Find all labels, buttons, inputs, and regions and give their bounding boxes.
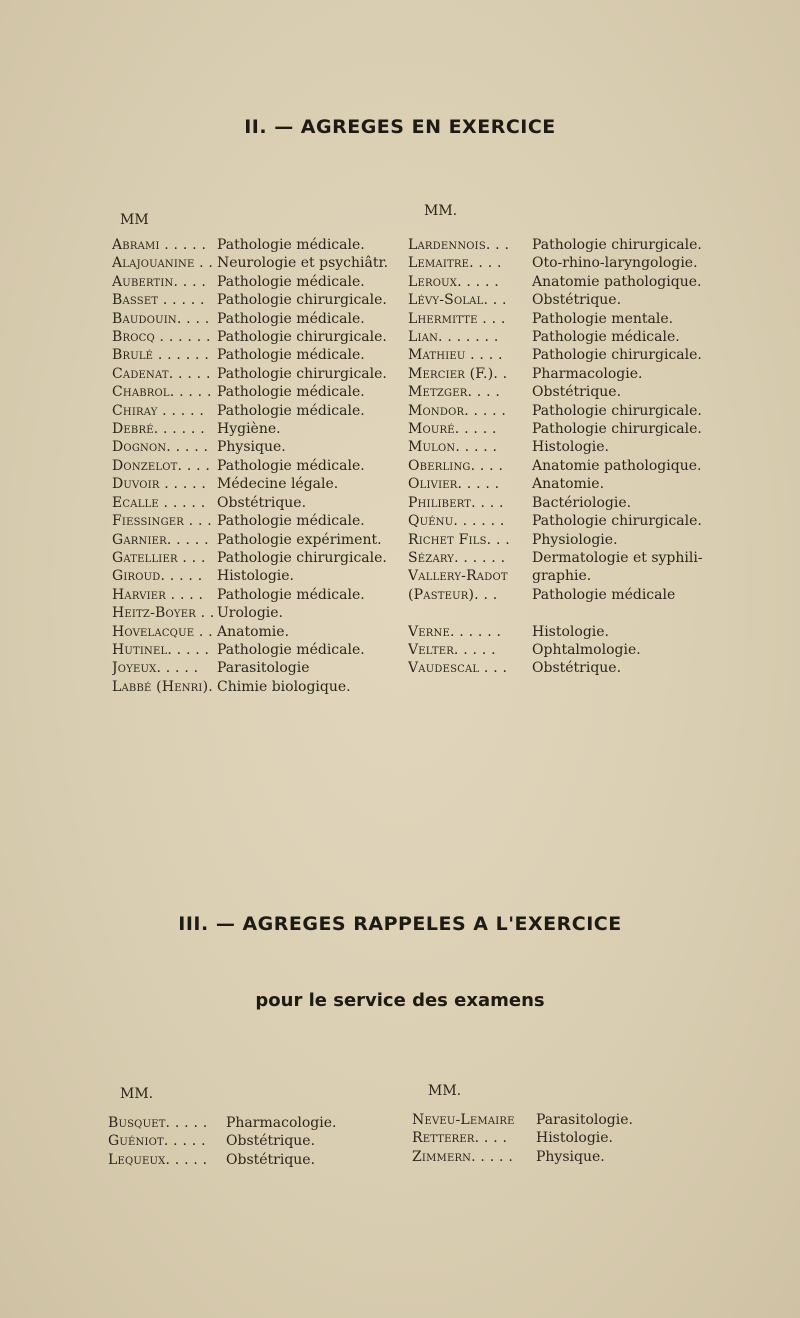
- entry-row: [112, 623, 388, 641]
- entry-name: Labbé (Henri).: [112, 678, 213, 695]
- entry-row: [408, 254, 703, 272]
- entry-name: Basset . . . . .: [112, 292, 205, 309]
- entry-row: [112, 402, 388, 420]
- entry-row: [112, 420, 388, 438]
- entry-specialty: Histologie.: [532, 623, 610, 640]
- entry-name: Hutinel. . . . .: [112, 641, 210, 658]
- entry-row: [408, 659, 703, 677]
- entry-name: Heitz-Boyer . .: [112, 605, 215, 622]
- entry-name: Zimmern. . . . .: [412, 1148, 513, 1165]
- entry-specialty: graphie.: [532, 568, 592, 585]
- entry-row: [408, 438, 703, 456]
- entry-name: Brulé . . . . . .: [112, 347, 209, 364]
- entry-row: [408, 310, 703, 328]
- entry-name: Dognon. . . . .: [112, 439, 209, 456]
- entry-row: [108, 1114, 336, 1132]
- entry-row: [112, 549, 388, 567]
- entry-name: Gatellier . . .: [112, 549, 206, 566]
- entry-specialty: Pharmacologie.: [226, 1115, 337, 1131]
- entry-name: Vallery-Radot: [408, 568, 508, 585]
- section-3-right-header: MM.: [428, 1083, 462, 1099]
- entry-name: Neveu-Lemaire: [412, 1112, 515, 1128]
- entry-row: [408, 475, 703, 493]
- entry-specialty: Pathologie médicale.: [217, 402, 365, 419]
- entry-name: Mondor. . . . .: [408, 402, 507, 419]
- entry-row: [408, 291, 703, 309]
- entry-row: [408, 586, 703, 604]
- entry-specialty: Pathologie médicale.: [217, 237, 365, 253]
- entry-specialty: Pathologie chirurgicale.: [217, 329, 387, 346]
- entry-specialty: Pathologie médicale.: [217, 347, 365, 364]
- entry-name: Lian. . . . . . .: [408, 329, 499, 346]
- entry-name: Philibert. . . .: [408, 494, 504, 511]
- entry-specialty: Anatomie pathologique.: [532, 273, 702, 290]
- entry-specialty: Pathologie mentale.: [532, 310, 674, 327]
- entry-row: [408, 273, 703, 291]
- entry-specialty: Parasitologie: [217, 660, 310, 677]
- entry-name: Olivier. . . . .: [408, 476, 500, 493]
- entry-specialty: Physiologie.: [532, 531, 618, 548]
- entry-specialty: Pathologie chirurgicale.: [532, 402, 702, 419]
- entry-row: [112, 346, 388, 364]
- entry-name: Lévy-Solal. . .: [408, 292, 507, 309]
- entry-name: Velter. . . . .: [408, 641, 496, 658]
- entry-specialty: Anatomie.: [532, 476, 605, 493]
- entry-specialty: Pathologie médicale: [532, 586, 676, 603]
- entry-name: Alajouanine . .: [112, 255, 214, 272]
- left-column-header: MM: [120, 212, 149, 228]
- entry-row: [112, 475, 388, 493]
- entry-row: [408, 531, 703, 549]
- entry-specialty: Dermatologie et syphili-: [532, 549, 703, 566]
- entry-specialty: Pathologie médicale.: [217, 457, 365, 474]
- entry-row: [112, 567, 388, 585]
- entry-specialty: Pathologie médicale.: [217, 586, 365, 603]
- entry-specialty: Ophtalmologie.: [532, 641, 641, 658]
- entry-name: Vaudescal . . .: [408, 660, 508, 677]
- entry-row: [112, 310, 388, 328]
- entry-specialty: Anatomie.: [217, 623, 290, 640]
- entry-specialty: Pathologie chirurgicale.: [532, 421, 702, 438]
- entry-row: [408, 328, 703, 346]
- entry-name: Leroux. . . . .: [408, 273, 499, 290]
- entry-specialty: Parasitologie.: [536, 1112, 633, 1128]
- entry-row: [408, 512, 703, 530]
- entry-name: Lequeux. . . . .: [108, 1151, 208, 1168]
- entry-specialty: Obstétrique.: [226, 1151, 316, 1168]
- entry-name: [408, 604, 532, 622]
- entry-specialty: Pharmacologie.: [532, 365, 643, 382]
- entry-specialty: Pathologie médicale.: [217, 384, 365, 401]
- entry-specialty: Histologie.: [532, 439, 610, 456]
- entry-specialty: Obstétrique.: [217, 494, 307, 511]
- entry-specialty: Pathologie chirurgicale.: [532, 513, 702, 530]
- entry-name: Giroud. . . . .: [112, 568, 203, 585]
- entry-name: Lhermitte . . .: [408, 310, 506, 327]
- entry-specialty: Physique.: [217, 439, 286, 456]
- entry-row: [112, 438, 388, 456]
- entry-row: [408, 346, 703, 364]
- entry-name: Mulon. . . . .: [408, 439, 498, 456]
- entry-specialty: Pathologie médicale.: [532, 329, 680, 346]
- entry-name: Guéniot. . . . .: [108, 1133, 206, 1150]
- entry-row: [408, 383, 703, 401]
- entry-specialty: Médecine légale.: [217, 476, 339, 493]
- entry-row: [112, 383, 388, 401]
- entry-specialty: Pathologie médicale.: [217, 513, 365, 530]
- entry-name: Metzger. . . .: [408, 384, 501, 401]
- entry-row: [112, 586, 388, 604]
- entry-row: [408, 236, 703, 254]
- entry-row: [112, 291, 388, 309]
- entry-specialty: Obstétrique.: [532, 660, 622, 677]
- entry-specialty: Anatomie pathologique.: [532, 457, 702, 474]
- entry-row: [108, 1132, 336, 1150]
- section-2-left-column: [112, 236, 388, 696]
- entry-row: [112, 273, 388, 291]
- entry-name: Retterer. . . .: [412, 1130, 508, 1147]
- entry-name: Aubertin. . . .: [112, 273, 207, 290]
- section-3-title: III. — AGREGES RAPPELES A L'EXERCICE: [178, 913, 622, 935]
- entry-row: [112, 659, 388, 677]
- entry-name: Chiray . . . . .: [112, 402, 205, 419]
- entry-name: Busquet. . . . .: [108, 1115, 208, 1131]
- entry-row: [112, 494, 388, 512]
- section-3-subtitle: pour le service des examens: [255, 990, 545, 1011]
- entry-specialty: Histologie.: [217, 568, 295, 585]
- entry-specialty: Pathologie chirurgicale.: [217, 292, 387, 309]
- entry-name: Harvier . . . .: [112, 586, 204, 603]
- entry-row: [408, 365, 703, 383]
- entry-row: [408, 641, 703, 659]
- entry-row: [112, 641, 388, 659]
- entry-name: Baudouin. . . .: [112, 310, 210, 327]
- right-column-header: MM.: [424, 203, 458, 219]
- entry-name: Lardennois. . .: [408, 237, 510, 253]
- entry-row: [112, 457, 388, 475]
- entry-specialty: Pathologie médicale.: [217, 641, 365, 658]
- entry-name: Fiessinger . . .: [112, 513, 212, 530]
- entry-name: (Pasteur). . .: [408, 586, 498, 603]
- entry-row: [412, 1148, 633, 1166]
- entry-name: Chabrol. . . . .: [112, 384, 212, 401]
- entry-name: Brocq . . . . . .: [112, 329, 211, 346]
- entry-name: Richet Fils. . .: [408, 531, 510, 548]
- entry-specialty: Pathologie chirurgicale.: [532, 237, 702, 253]
- entry-specialty: Oto-rhino-laryngologie.: [532, 255, 698, 272]
- entry-name: Quénu. . . . . .: [408, 513, 505, 530]
- entry-row: [112, 604, 388, 622]
- entry-specialty: Obstétrique.: [226, 1133, 316, 1150]
- entry-row: [112, 678, 388, 696]
- section-3-left-column: [108, 1114, 336, 1169]
- section-2-right-column: [408, 236, 703, 678]
- entry-name: Lemaitre. . . .: [408, 255, 502, 272]
- entry-specialty: Histologie.: [536, 1130, 614, 1147]
- entry-specialty: Pathologie médicale.: [217, 310, 365, 327]
- entry-specialty: Obstétrique.: [532, 384, 622, 401]
- entry-row: [108, 1151, 336, 1169]
- entry-name: Duvoir . . . . .: [112, 476, 207, 493]
- entry-row: [112, 236, 388, 254]
- entry-name: Sézary. . . . . .: [408, 549, 506, 566]
- entry-name: Oberling. . . .: [408, 457, 504, 474]
- section-3-right-column: [412, 1111, 633, 1166]
- entry-name: Garnier. . . . .: [112, 531, 209, 548]
- entry-specialty: Neurologie et psychiâtr.: [217, 255, 389, 272]
- entry-row: [408, 420, 703, 438]
- entry-specialty: Pathologie chirurgicale.: [532, 347, 702, 364]
- entry-name: Hovelacque . .: [112, 623, 213, 640]
- entry-specialty: Pathologie expériment.: [217, 531, 382, 548]
- section-3-left-header: MM.: [120, 1086, 154, 1102]
- entry-name: Verne. . . . . .: [408, 623, 502, 640]
- entry-row: [408, 549, 703, 567]
- section-2-title: II. — AGREGES EN EXERCICE: [244, 116, 556, 138]
- entry-row: [412, 1129, 633, 1147]
- entry-name: Debré. . . . . .: [112, 421, 205, 438]
- entry-row: [408, 604, 703, 622]
- entry-specialty: Bactériologie.: [532, 494, 632, 511]
- entry-specialty: Physique.: [536, 1148, 605, 1165]
- entry-specialty: Chimie biologique.: [217, 678, 351, 695]
- entry-specialty: Obstétrique.: [532, 292, 622, 309]
- entry-row: [112, 254, 388, 272]
- entry-row: [112, 365, 388, 383]
- entry-specialty: Urologie.: [217, 605, 284, 622]
- entry-row: [408, 567, 703, 585]
- entry-row: [112, 512, 388, 530]
- entry-row: [408, 457, 703, 475]
- entry-row: [112, 328, 388, 346]
- entry-row: [408, 623, 703, 641]
- entry-specialty: Pathologie chirurgicale.: [217, 549, 387, 566]
- entry-specialty: Pathologie chirurgicale.: [217, 365, 387, 382]
- entry-name: Joyeux. . . . .: [112, 660, 199, 677]
- entry-row: [112, 531, 388, 549]
- entry-row: [408, 494, 703, 512]
- entry-name: Mouré. . . . .: [408, 421, 497, 438]
- entry-name: Cadenat. . . . .: [112, 365, 211, 382]
- entry-name: Mercier (F.). .: [408, 365, 508, 382]
- entry-name: Ecalle . . . . .: [112, 494, 206, 511]
- entry-name: Donzelot. . . .: [112, 457, 211, 474]
- entry-name: Mathieu . . . .: [408, 347, 503, 364]
- entry-specialty: Pathologie médicale.: [217, 273, 365, 290]
- entry-specialty: Hygiène.: [217, 421, 281, 438]
- entry-name: Abrami . . . . .: [112, 237, 207, 253]
- entry-row: [412, 1111, 633, 1129]
- entry-row: [408, 402, 703, 420]
